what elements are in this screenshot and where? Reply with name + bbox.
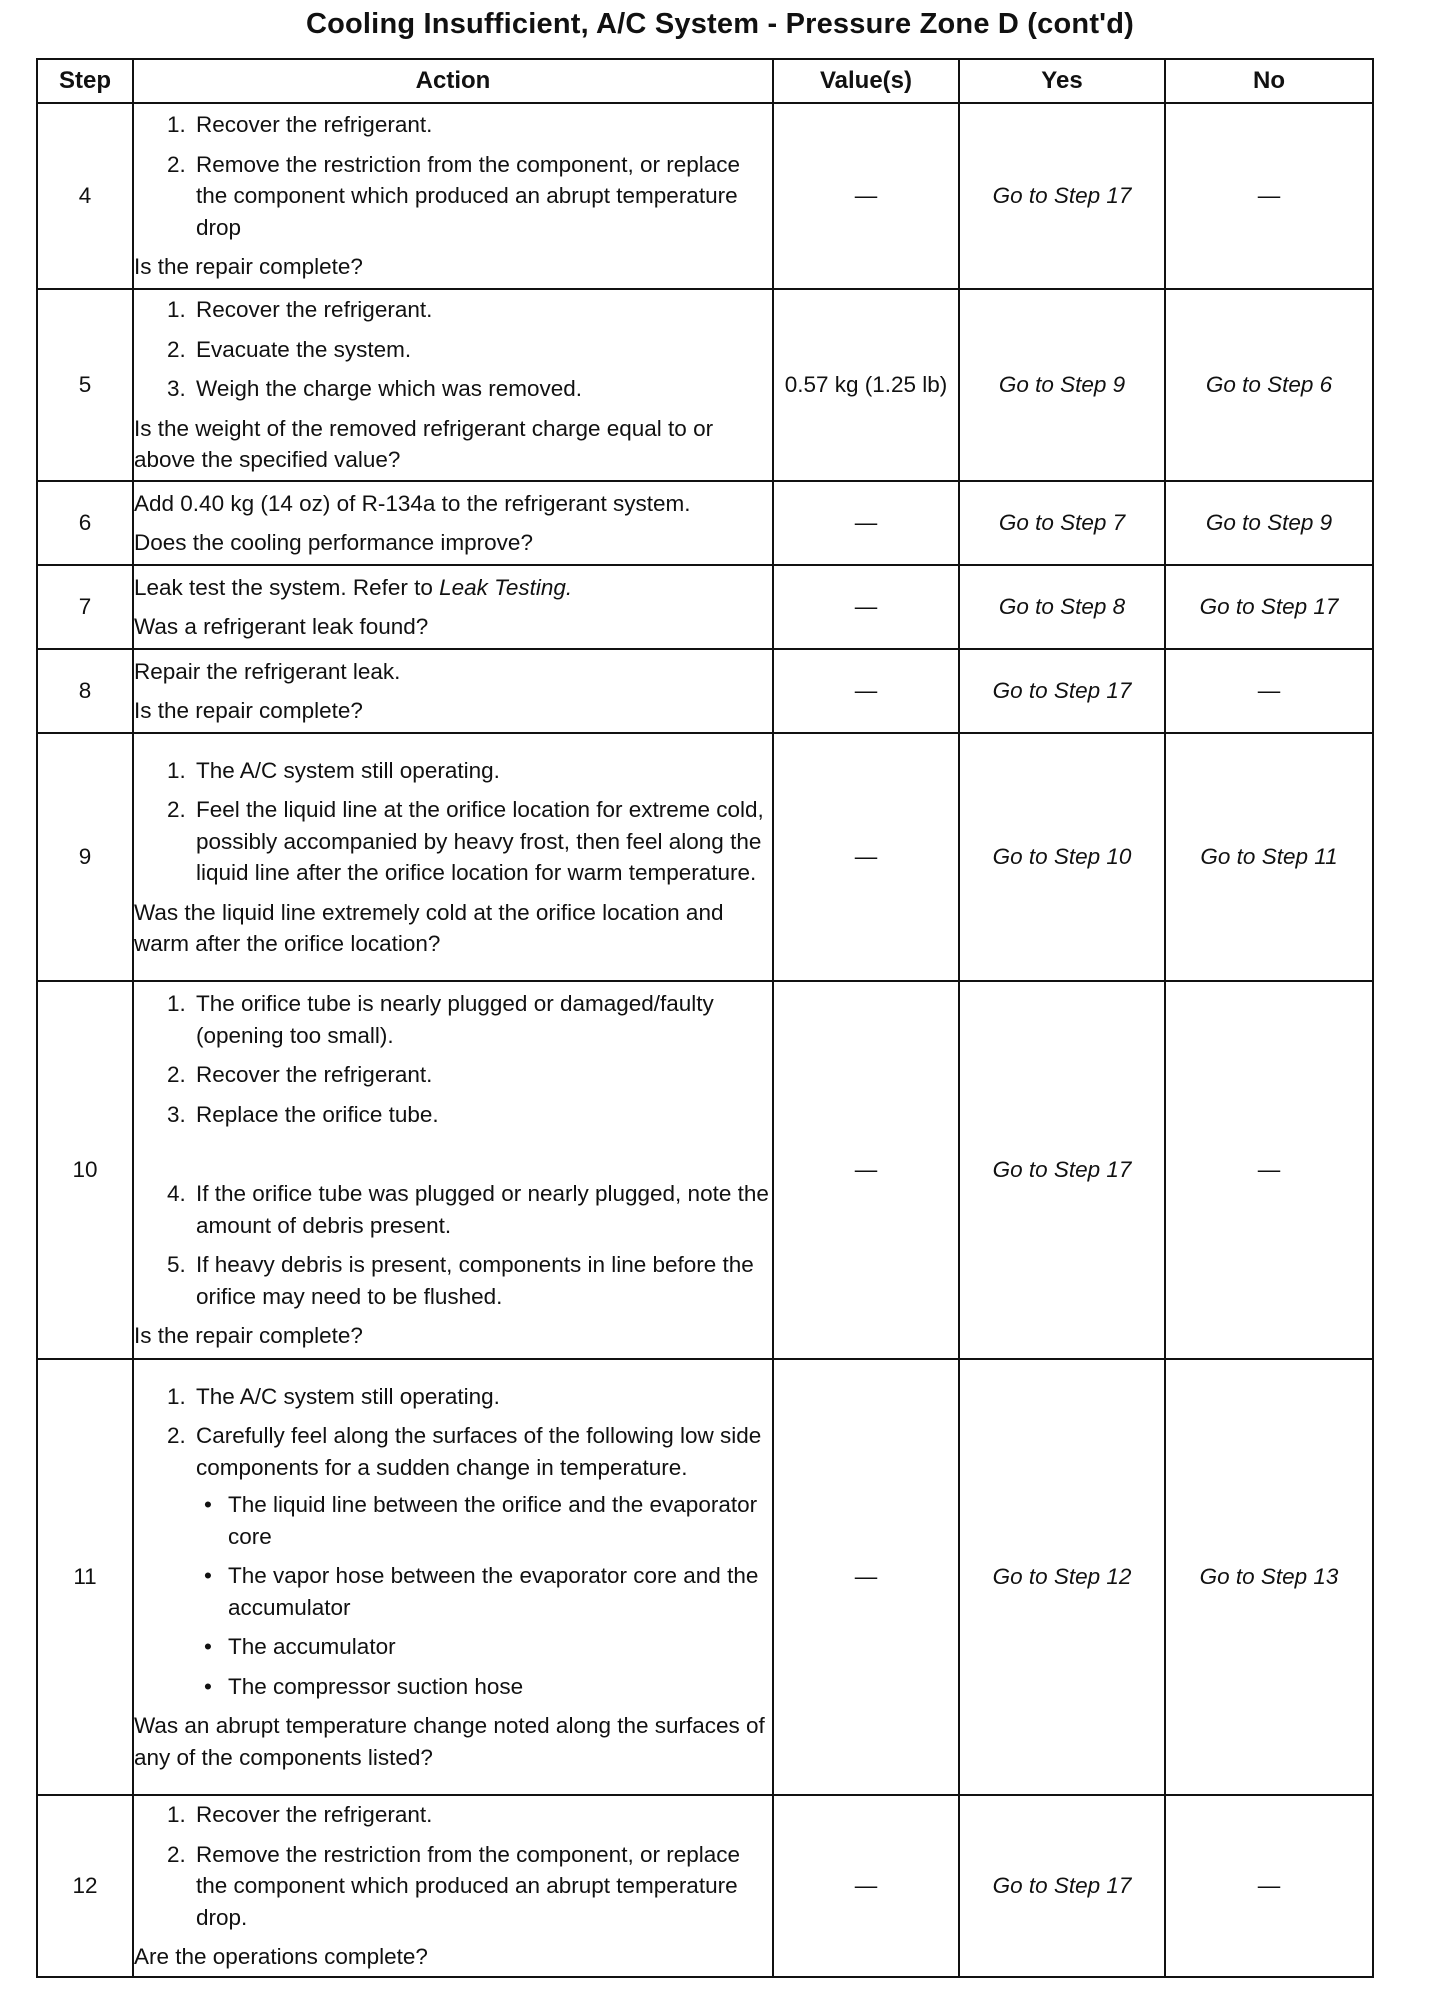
page-title: Cooling Insufficient, A/C System - Pressure Zone D (cont'd) xyxy=(305,8,1135,40)
header-action: Action xyxy=(133,59,773,103)
substep: 1. The orifice tube is nearly plugged or damaged/faulty (opening too small). xyxy=(192,988,772,1051)
no-cell: Go to Step 17 xyxy=(1165,565,1373,649)
question-text: Does the cooling performance improve? xyxy=(134,530,533,555)
value-cell: — xyxy=(773,733,959,981)
table-row-step-9 xyxy=(37,733,1373,981)
no-cell: — xyxy=(1165,103,1373,289)
substep-list xyxy=(134,1381,772,1703)
substep: 1. Recover the refrigerant. xyxy=(192,294,772,326)
value-cell: 0.57 kg (1.25 lb) xyxy=(773,289,959,481)
substep: 2. Remove the restriction from the component, or replace the component which produced an abrupt temperature drop. xyxy=(192,1839,772,1934)
component-bullet-list xyxy=(196,1489,772,1702)
step-number: 11 xyxy=(37,1359,133,1795)
substep-list xyxy=(134,1799,772,1933)
action-cell xyxy=(133,1359,773,1795)
table-header-row xyxy=(37,59,1373,103)
header-no: No xyxy=(1165,59,1373,103)
substep: 1. Recover the refrigerant. xyxy=(192,1799,772,1831)
yes-cell: Go to Step 7 xyxy=(959,481,1165,565)
action-text xyxy=(134,572,772,604)
question-text: Are the operations complete? xyxy=(134,1944,428,1970)
step-number: 12 xyxy=(37,1795,133,1977)
yes-cell: Go to Step 17 xyxy=(959,103,1165,289)
value-cell: — xyxy=(773,1359,959,1795)
substep: 2. Remove the restriction from the component, or replace the component which produced an abrupt temperature drop xyxy=(192,149,772,244)
yes-cell: Go to Step 8 xyxy=(959,565,1165,649)
step-number: 9 xyxy=(37,733,133,981)
substep: 4. If the orifice tube was plugged or nearly plugged, note the amount of debris present. xyxy=(192,1178,772,1241)
question-text: Is the repair complete? xyxy=(134,1323,363,1349)
table-row-step-7 xyxy=(37,565,1373,649)
no-cell: Go to Step 6 xyxy=(1165,289,1373,481)
substep: 3. Replace the orifice tube. xyxy=(192,1099,772,1131)
substep: 1. The A/C system still operating. xyxy=(192,755,772,787)
no-cell: Go to Step 13 xyxy=(1165,1359,1373,1795)
question-text: Is the repair complete? xyxy=(134,698,363,723)
bullet-item: • The liquid line between the orifice and the evaporator core xyxy=(224,1489,772,1552)
substep-list xyxy=(134,294,772,405)
bullet-item: • The accumulator xyxy=(224,1631,772,1663)
bullet-item: • The compressor suction hose xyxy=(224,1671,772,1703)
action-text: Add 0.40 kg (14 oz) of R-134a to the refrigerant system. xyxy=(134,490,691,516)
question-text: Was an abrupt temperature change noted along the surfaces of any of the components listed? xyxy=(134,1713,765,1770)
table-row-step-4 xyxy=(37,103,1373,289)
value-cell: — xyxy=(773,981,959,1359)
no-cell: — xyxy=(1165,1795,1373,1977)
bullet-item: • The vapor hose between the evaporator core and the accumulator xyxy=(224,1560,772,1623)
substep: 3. Weigh the charge which was removed. xyxy=(192,373,772,405)
substep: 2. Recover the refrigerant. xyxy=(192,1059,772,1091)
step-number: 8 xyxy=(37,649,133,733)
table-row-step-12 xyxy=(37,1795,1373,1977)
yes-cell: Go to Step 17 xyxy=(959,981,1165,1359)
action-cell xyxy=(133,981,773,1359)
no-cell: Go to Step 11 xyxy=(1165,733,1373,981)
table-row-step-11 xyxy=(37,1359,1373,1795)
substep: 2. Evacuate the system. xyxy=(192,334,772,366)
value-cell: — xyxy=(773,103,959,289)
action-cell xyxy=(133,481,773,565)
yes-cell: Go to Step 9 xyxy=(959,289,1165,481)
value-cell: — xyxy=(773,649,959,733)
substep-list xyxy=(134,109,772,243)
substep: 1. The A/C system still operating. xyxy=(192,1381,772,1413)
action-cell xyxy=(133,649,773,733)
action-text-prefix: Leak test the system. Refer to xyxy=(134,574,440,600)
step-number: 7 xyxy=(37,565,133,649)
table-row-step-10 xyxy=(37,981,1373,1359)
question-text: Is the repair complete? xyxy=(134,254,363,280)
diagnostic-table xyxy=(36,58,1374,1978)
header-step: Step xyxy=(37,59,133,103)
action-cell xyxy=(133,565,773,649)
yes-cell: Go to Step 17 xyxy=(959,649,1165,733)
no-cell: Go to Step 9 xyxy=(1165,481,1373,565)
table-row-step-6 xyxy=(37,481,1373,565)
action-text: Repair the refrigerant leak. xyxy=(134,658,401,684)
leak-testing-reference: Leak Testing. xyxy=(439,574,573,600)
step-number: 6 xyxy=(37,481,133,565)
question-text: Was the liquid line extremely cold at the orifice location and warm after the orifice location? xyxy=(134,899,724,956)
question-text: Is the weight of the removed refrigerant charge equal to or above the specified value? xyxy=(134,415,714,473)
no-cell: — xyxy=(1165,649,1373,733)
action-cell xyxy=(133,1795,773,1977)
action-cell xyxy=(133,103,773,289)
substep: 2. Feel the liquid line at the orifice location for extreme cold, possibly accompanied by heavy frost, then feel along the liquid line after the orifice location for warm temperature. xyxy=(192,794,772,889)
substep-text: Carefully feel along the surfaces of the following low side components for a sudden change in temperature. xyxy=(196,1423,762,1480)
value-cell: — xyxy=(773,565,959,649)
table-row-step-8 xyxy=(37,649,1373,733)
value-cell: — xyxy=(773,1795,959,1977)
step-number: 4 xyxy=(37,103,133,289)
table-row-step-5 xyxy=(37,289,1373,481)
action-cell xyxy=(133,733,773,981)
step-number: 5 xyxy=(37,289,133,481)
substep xyxy=(192,1420,772,1702)
step-number: 10 xyxy=(37,981,133,1359)
action-cell xyxy=(133,289,773,481)
question-text: Was a refrigerant leak found? xyxy=(134,614,429,639)
yes-cell: Go to Step 10 xyxy=(959,733,1165,981)
no-cell: — xyxy=(1165,981,1373,1359)
substep-list xyxy=(134,988,772,1312)
substep: 5. If heavy debris is present, components in line before the orifice may need to be flushed. xyxy=(192,1249,772,1312)
value-cell: — xyxy=(773,481,959,565)
header-yes: Yes xyxy=(959,59,1165,103)
yes-cell: Go to Step 17 xyxy=(959,1795,1165,1977)
header-values: Value(s) xyxy=(773,59,959,103)
yes-cell: Go to Step 12 xyxy=(959,1359,1165,1795)
substep-list xyxy=(134,755,772,889)
substep: 1. Recover the refrigerant. xyxy=(192,109,772,141)
